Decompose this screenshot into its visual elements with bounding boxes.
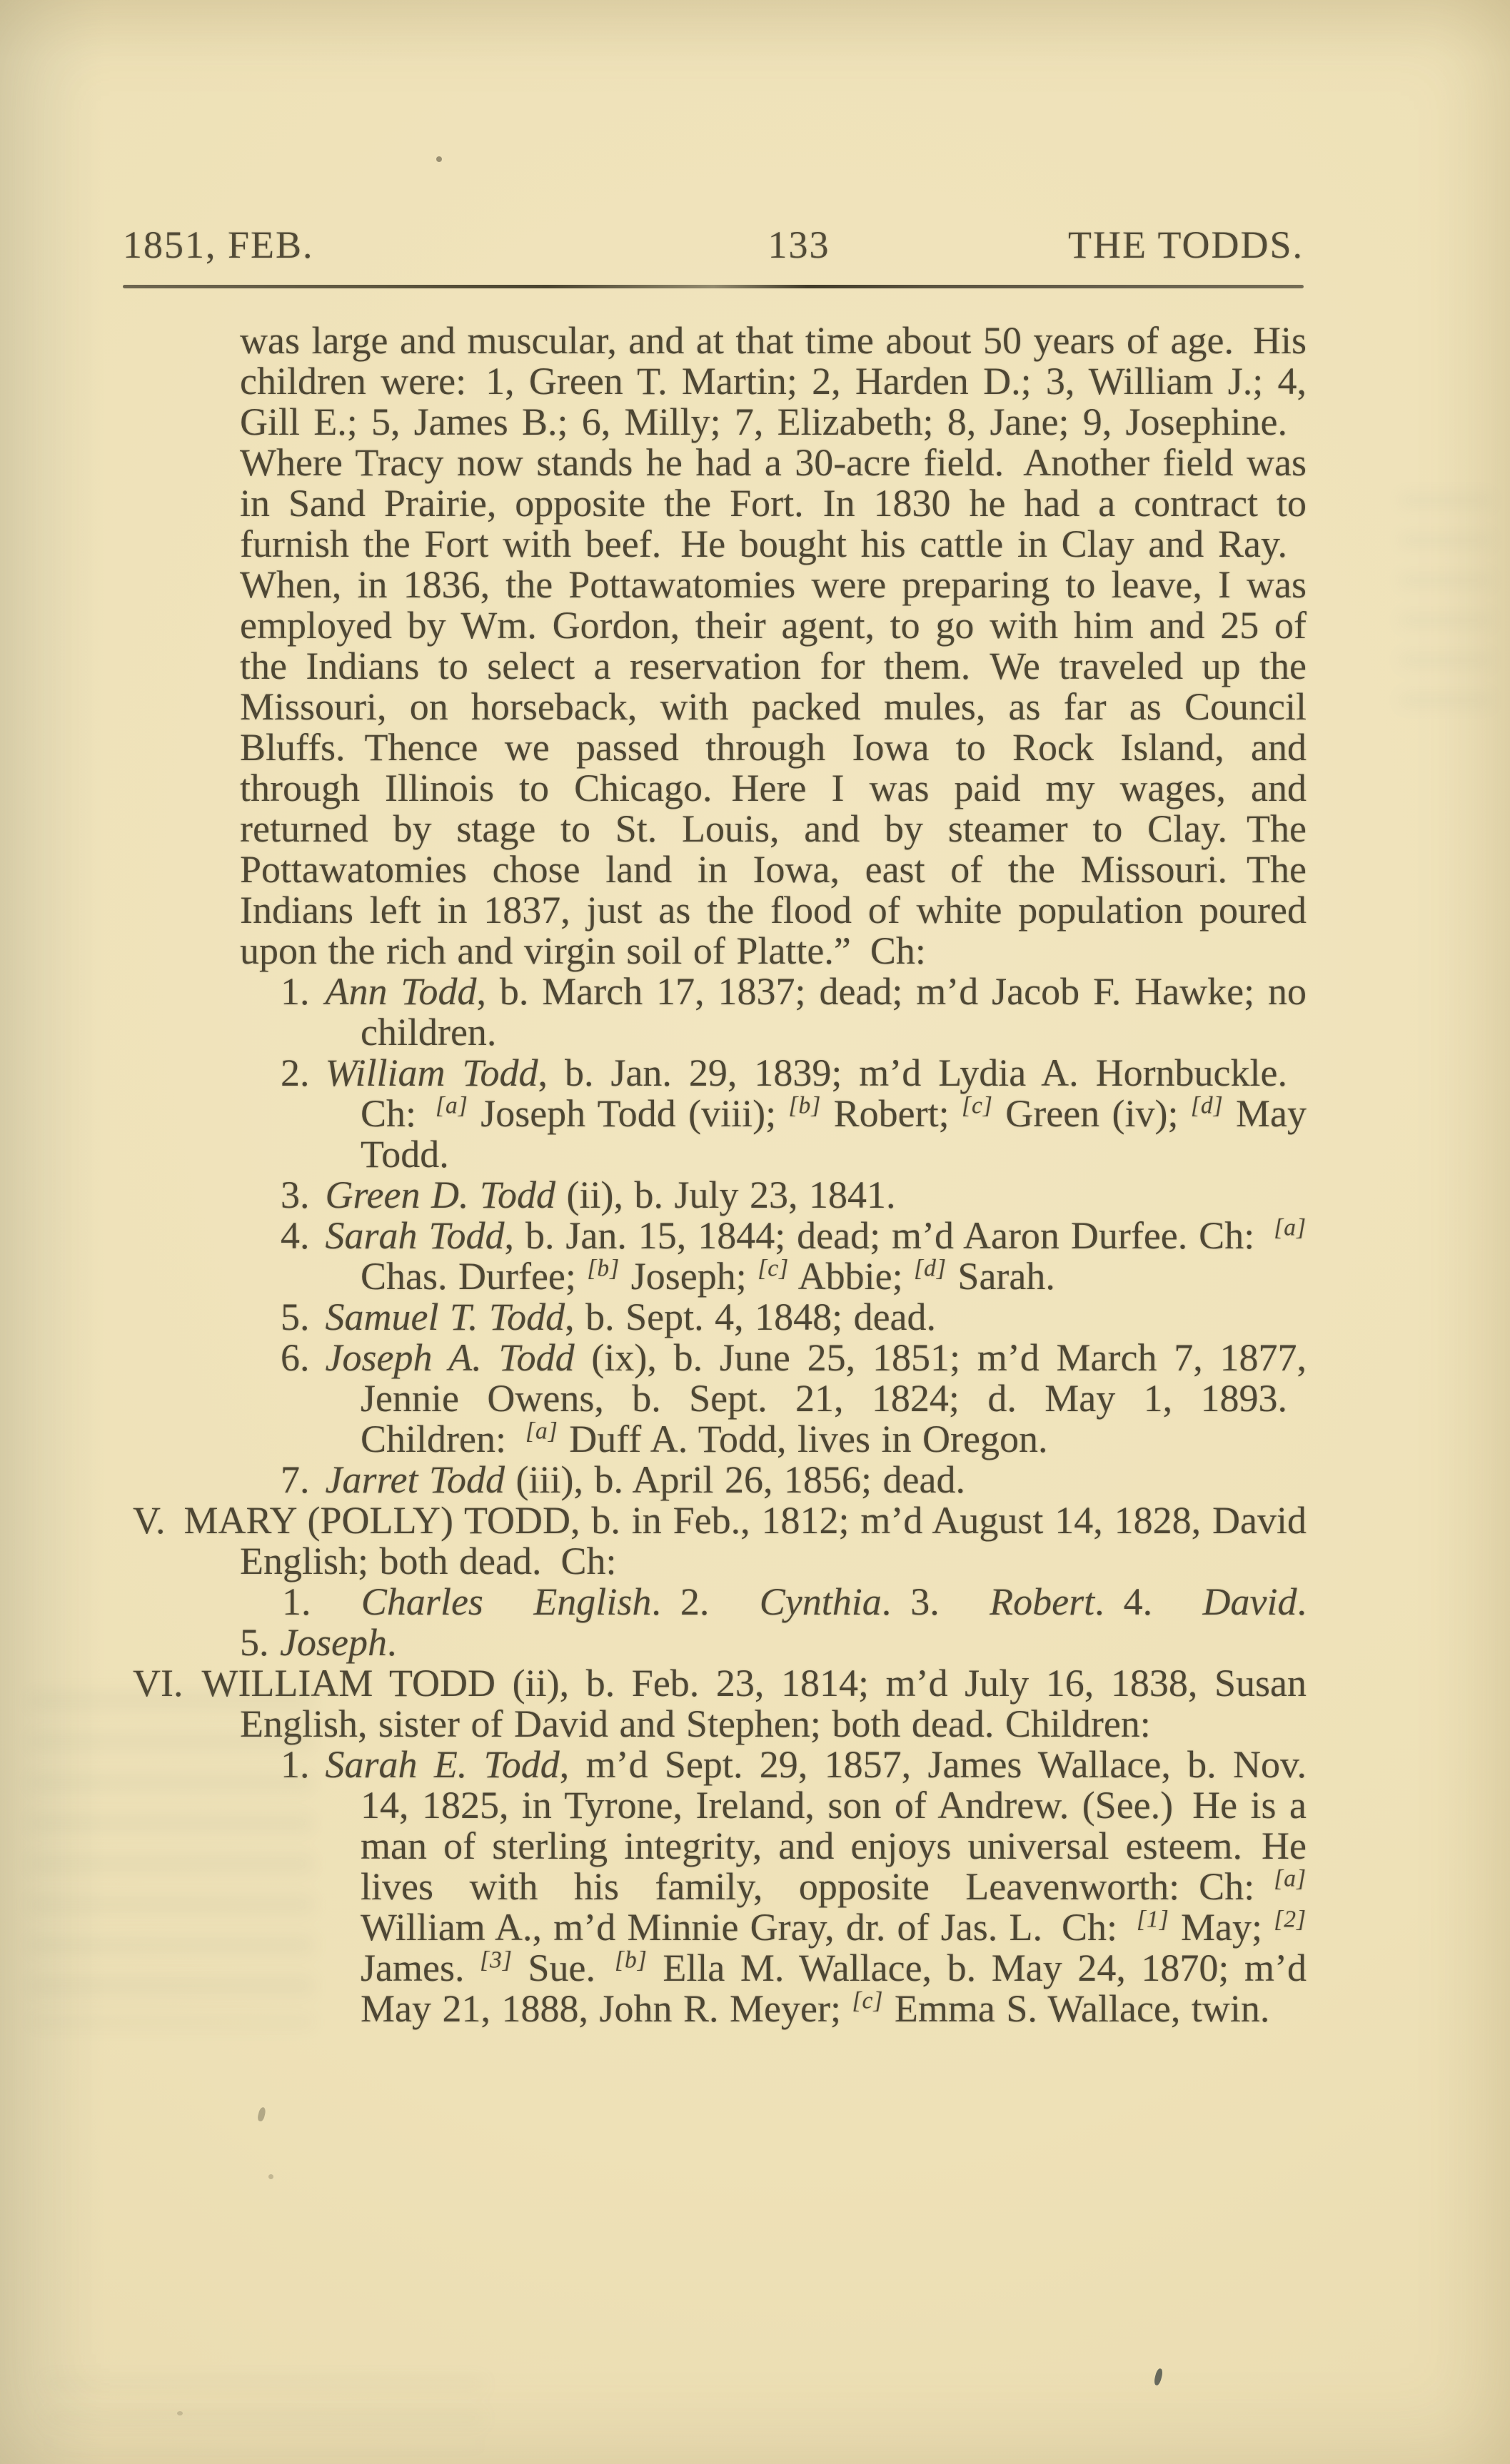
entry-text: Ann Todd, b. March 17, 1837; dead; m’d Jacob F. Hawke; no children. bbox=[325, 970, 1307, 1054]
section-numeral: VI. bbox=[133, 1662, 183, 1705]
entry-number: 6. bbox=[281, 1336, 310, 1379]
entry-text: Sarah E. Todd, m’d Sept. 29, 1857, James Wallace, b. Nov. 14, 1825, in Tyrone, Ireland, son of Andrew. (See.) He is a man of sterling integrity, and enjoys universal esteem. He lives with his family, opposite Leavenworth: Ch: [a] William A., m’d Minnie Gray, dr. of Jas. L. Ch: [1] May; [2] James. [3] Sue. [b] Ella M. Wallace, b. May 24, 1870; m’d May 21, 1888, John R. Meyer; [c] Emma S. Wallace, twin. bbox=[325, 1743, 1307, 2030]
ink-speck bbox=[436, 156, 442, 162]
section-numeral: V. bbox=[133, 1499, 166, 1542]
entry-text: Samuel T. Todd, b. Sept. 4, 1848; dead. bbox=[325, 1296, 937, 1338]
child-entry bbox=[240, 1216, 1307, 1297]
entry-number: 7. bbox=[281, 1458, 310, 1501]
entry-text: 5. Joseph. bbox=[240, 1621, 397, 1664]
showthrough-ghost-text bbox=[1399, 493, 1492, 721]
entry-number: 4. bbox=[281, 1214, 310, 1257]
ink-speck bbox=[177, 2411, 183, 2415]
entry-text: Jarret Todd (iii), b. April 26, 1856; dead. bbox=[325, 1458, 965, 1501]
page-number: 133 bbox=[767, 223, 830, 266]
entry-number: 1. bbox=[281, 1743, 310, 1786]
english-children-line bbox=[240, 1582, 1307, 1622]
child-entry bbox=[240, 1175, 1307, 1216]
entry-text: 1. Charles English. 2. Cynthia. 3. Robert. 4. David. bbox=[282, 1580, 1307, 1623]
child-entry bbox=[240, 971, 1307, 1053]
child-entry bbox=[240, 1338, 1307, 1460]
section-text: WILLIAM TODD (ii), b. Feb. 23, 1814; m’d July 16, 1838, Susan English, sister of David and Stephen; both dead. Children: bbox=[201, 1662, 1307, 1745]
showthrough-ghost-text bbox=[43, 2377, 485, 2448]
entry-text: William Todd, b. Jan. 29, 1839; m’d Lydia A. Hornbuckle. Ch: [a] Joseph Todd (viii); [b] Robert; [c] Green (iv); [d] May Todd. bbox=[325, 1051, 1307, 1176]
entry-text: Joseph A. Todd (ix), b. June 25, 1851; m’d March 7, 1877, Jennie Owens, b. Sept. 21, 1824; d. May 1, 1893. Children: [a] Duff A. Todd, lives in Oregon. bbox=[325, 1336, 1307, 1460]
entry-text: Green D. Todd (ii), b. July 23, 1841. bbox=[325, 1173, 896, 1216]
entry-number: 2. bbox=[281, 1051, 310, 1094]
entry-number: 5. bbox=[281, 1296, 310, 1338]
ink-speck bbox=[257, 2106, 267, 2122]
text-block bbox=[133, 319, 1307, 2030]
continuation-paragraph bbox=[240, 320, 1307, 971]
child-entry bbox=[240, 1053, 1307, 1175]
ink-speck bbox=[268, 2174, 273, 2179]
section-heading-vi bbox=[133, 1662, 1307, 1745]
header-rule bbox=[123, 285, 1304, 288]
running-head bbox=[123, 223, 1304, 266]
english-children-line bbox=[240, 1622, 1307, 1663]
section-text: MARY (POLLY) TODD, b. in Feb., 1812; m’d August 14, 1828, David English; both dead. Ch: bbox=[183, 1499, 1307, 1582]
entry-number: 3. bbox=[281, 1173, 310, 1216]
running-head-date: 1851, FEB. bbox=[123, 223, 314, 266]
entry-number: 1. bbox=[281, 970, 310, 1013]
entry-text: Sarah Todd, b. Jan. 15, 1844; dead; m’d Aaron Durfee. Ch: [a] Chas. Durfee; [b] Joseph; [c] Abbie; [d] Sarah. bbox=[325, 1214, 1307, 1298]
child-entry bbox=[240, 1297, 1307, 1338]
child-entry bbox=[240, 1745, 1307, 2029]
child-entry bbox=[240, 1460, 1307, 1500]
section-heading-v bbox=[133, 1499, 1307, 1582]
ink-speck bbox=[1153, 2368, 1164, 2385]
paragraph-text: was large and muscular, and at that time about 50 years of age. His children were: 1, Green T. Martin; 2, Harden D.; 3, William J.; 4, Gill E.; 5, James B.; 6, Milly; 7, Elizabeth; 8, Jane; 9, Josephine. Where Tracy now stands he had a 30-acre field. Another field was in Sand Prairie, opposite the Fort. In 1830 he had a contract to furnish the Fort with beef. He bought his cattle in Clay and Ray. When, in 1836, the Pottawatomies were preparing to leave, I was employed by Wm. Gordon, their agent, to go with him and 25 of the Indians to select a reservation for them. We traveled up the Missouri, on horseback, with packed mules, as far as Council Bluffs. Thence we passed through Iowa to Rock Island, and through Illinois to Chicago. Here I was paid my wages, and returned by stage to St. Louis, and by steamer to Clay. The Pottawatomies chose land in Iowa, east of the Missouri. The Indians left in 1837, just as the flood of white population poured upon the rich and virgin soil of Platte.” Ch: bbox=[240, 319, 1307, 972]
running-head-book-title: THE TODDS. bbox=[1067, 223, 1304, 266]
